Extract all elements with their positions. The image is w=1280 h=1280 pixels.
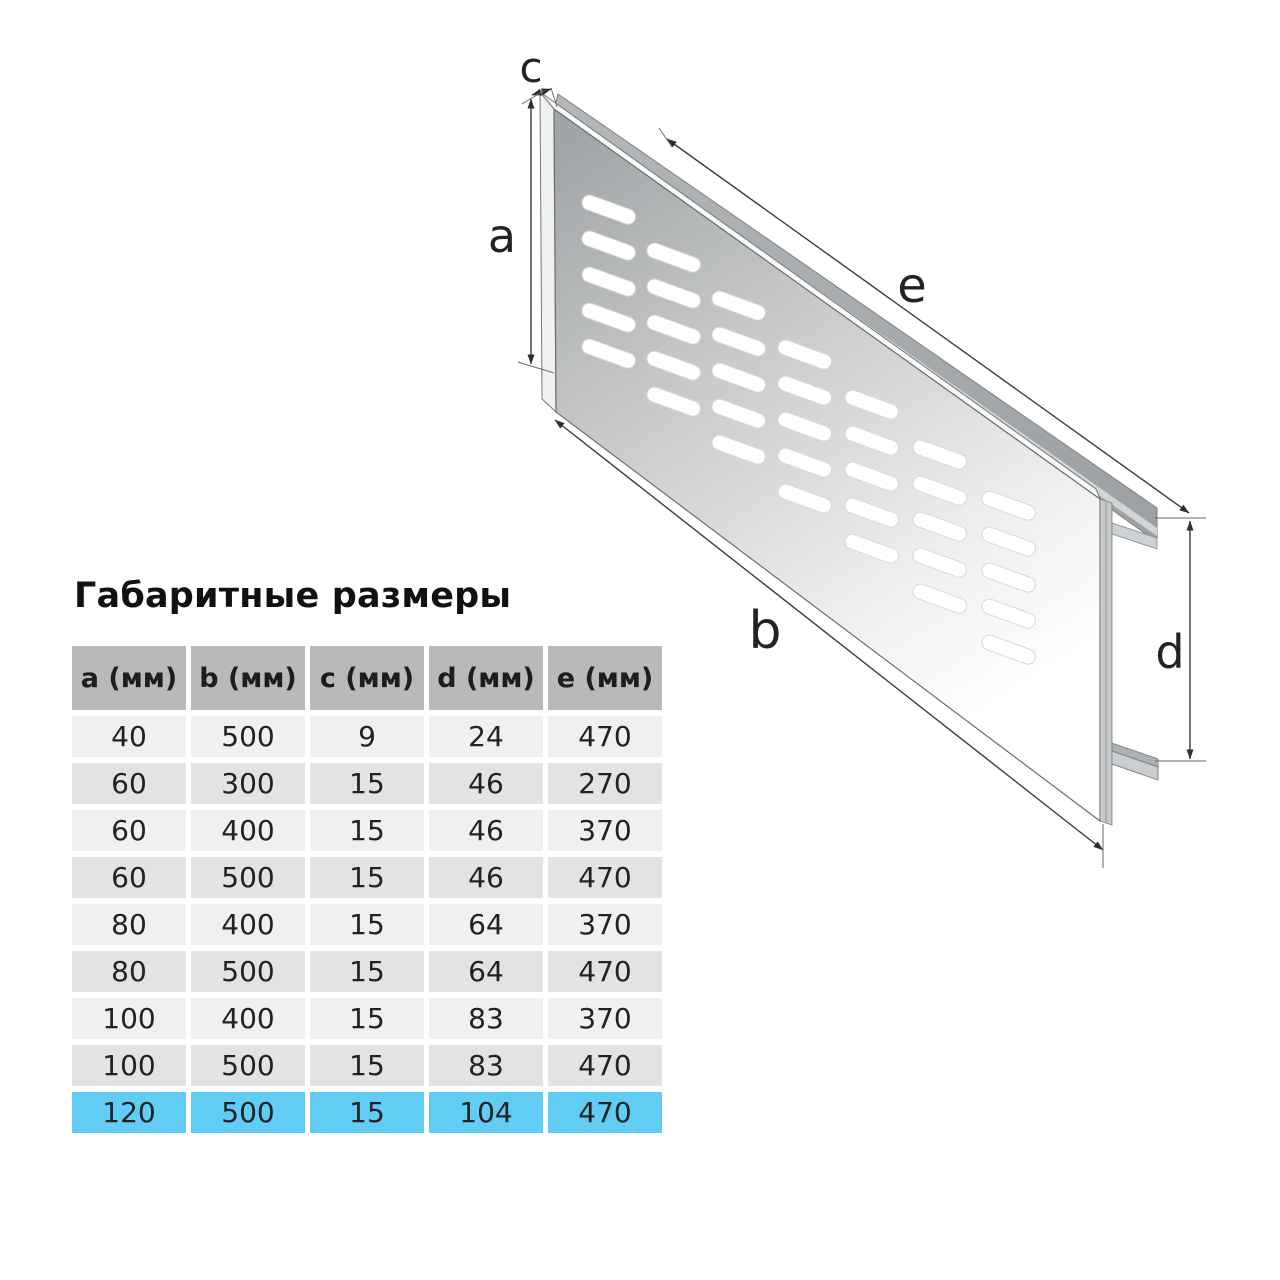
table-cell: 60 bbox=[72, 810, 186, 851]
dimensions-table bbox=[67, 640, 667, 1139]
table-cell: 500 bbox=[191, 716, 305, 757]
table-cell: 83 bbox=[429, 998, 543, 1039]
table-row bbox=[72, 904, 662, 945]
table-cell: 500 bbox=[191, 857, 305, 898]
table-cell: 470 bbox=[548, 857, 662, 898]
table-cell: 24 bbox=[429, 716, 543, 757]
table-row bbox=[72, 763, 662, 804]
grille-bottom-flange bbox=[1106, 741, 1158, 780]
table-row bbox=[72, 716, 662, 757]
table-cell: 400 bbox=[191, 998, 305, 1039]
table-cell: 500 bbox=[191, 1092, 305, 1133]
table-row bbox=[72, 1045, 662, 1086]
table-cell: 15 bbox=[310, 998, 424, 1039]
table-cell: 15 bbox=[310, 904, 424, 945]
table-header-cell: a (мм) bbox=[72, 646, 186, 710]
table-cell: 15 bbox=[310, 857, 424, 898]
table-cell: 9 bbox=[310, 716, 424, 757]
table-cell: 15 bbox=[310, 763, 424, 804]
table-cell: 500 bbox=[191, 951, 305, 992]
dim-label-a: a bbox=[487, 209, 517, 263]
dim-label-c: c bbox=[519, 43, 543, 92]
dim-label-b: b bbox=[748, 601, 782, 661]
table-row bbox=[72, 951, 662, 992]
table-cell: 80 bbox=[72, 951, 186, 992]
table-cell: 370 bbox=[548, 998, 662, 1039]
table-cell: 370 bbox=[548, 810, 662, 851]
table-row-highlighted bbox=[72, 1092, 662, 1133]
table-cell: 80 bbox=[72, 904, 186, 945]
table-cell: 500 bbox=[191, 1045, 305, 1086]
table-cell: 470 bbox=[548, 716, 662, 757]
table-cell: 400 bbox=[191, 904, 305, 945]
table-cell: 400 bbox=[191, 810, 305, 851]
table-header-cell: b (мм) bbox=[191, 646, 305, 710]
table-cell: 60 bbox=[72, 763, 186, 804]
table-cell: 470 bbox=[548, 1092, 662, 1133]
table-cell: 470 bbox=[548, 951, 662, 992]
table-cell: 470 bbox=[548, 1045, 662, 1086]
table-cell: 100 bbox=[72, 1045, 186, 1086]
table-cell: 40 bbox=[72, 716, 186, 757]
dim-label-d: d bbox=[1155, 625, 1185, 679]
table-cell: 64 bbox=[429, 951, 543, 992]
table-cell: 120 bbox=[72, 1092, 186, 1133]
table-cell: 100 bbox=[72, 998, 186, 1039]
table-cell: 104 bbox=[429, 1092, 543, 1133]
table-cell: 46 bbox=[429, 810, 543, 851]
table-cell: 60 bbox=[72, 857, 186, 898]
table-header-cell: c (мм) bbox=[310, 646, 424, 710]
table-row bbox=[72, 857, 662, 898]
table-cell: 300 bbox=[191, 763, 305, 804]
table-header bbox=[72, 646, 662, 710]
table-cell: 46 bbox=[429, 763, 543, 804]
table-cell: 83 bbox=[429, 1045, 543, 1086]
table-header-cell: d (мм) bbox=[429, 646, 543, 710]
table-cell: 15 bbox=[310, 810, 424, 851]
table-cell: 15 bbox=[310, 1092, 424, 1133]
dim-label-e: e bbox=[897, 258, 927, 314]
table-row bbox=[72, 998, 662, 1039]
table-cell: 270 bbox=[548, 763, 662, 804]
table-row bbox=[72, 810, 662, 851]
table-cell: 15 bbox=[310, 1045, 424, 1086]
table-cell: 64 bbox=[429, 904, 543, 945]
table-cell: 46 bbox=[429, 857, 543, 898]
table-cell: 15 bbox=[310, 951, 424, 992]
grille-right-edge bbox=[1100, 499, 1112, 825]
table-title: Габаритные размеры bbox=[74, 576, 512, 616]
table-header-cell: e (мм) bbox=[548, 646, 662, 710]
table-cell: 370 bbox=[548, 904, 662, 945]
